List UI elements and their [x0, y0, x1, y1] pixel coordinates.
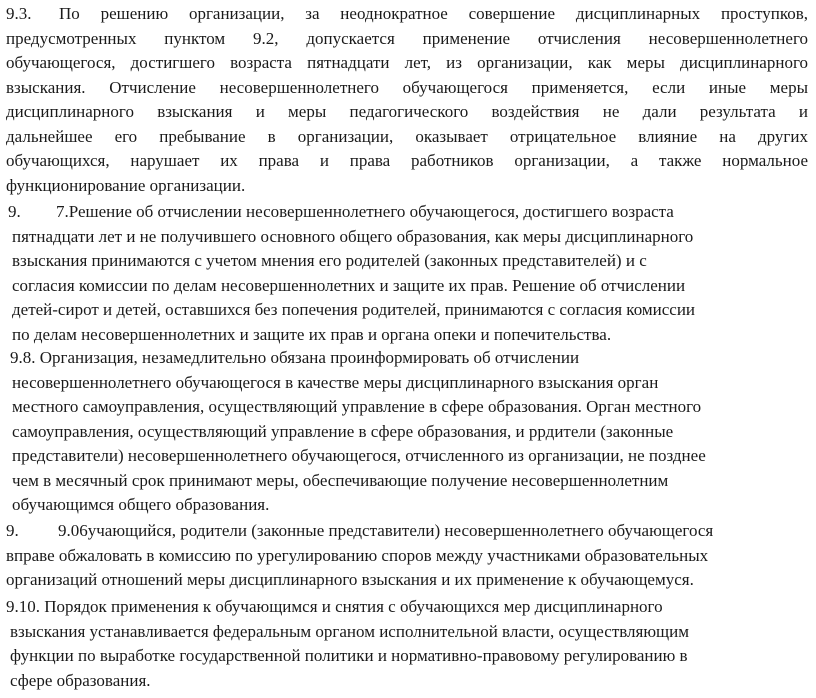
text-line: представители) несовершеннолетнего обучающегося, отчисленного из организации, не позднее [12, 446, 706, 465]
text-line: несовершеннолетнего обучающегося в качестве меры дисциплинарного взыскания орган [12, 372, 659, 392]
text-line: самоуправления, осуществляющий управление в сфере образования, и ррдители (законные [12, 421, 674, 441]
paragraph-9-7 [6, 200, 796, 347]
text-line: предусмотренных пунктом 9.2, допускается применение отчисления несовершеннолетнего [6, 28, 808, 48]
text-line: 9.8. Организация, незамедлительно обязана проинформировать об отчислении [10, 348, 580, 367]
text-line-content: 7.Решение об отчислении несовершеннолетнего обучающегося, достигшего возраста [56, 202, 674, 221]
text-line: взыскания. Отчисление несовершеннолетнего обучающегося применяется, если иные меры [6, 77, 808, 97]
text-line [6, 519, 808, 544]
paragraph-number: 9.3. [6, 4, 32, 23]
text-line: функции по выработке государственной политики и нормативно-правовому регулированию в [10, 646, 688, 665]
text-line: дальнейшее его пребывание в организации, оказывает отрицательное влияние на других [6, 126, 808, 146]
text-line: согласия комиссии по делам несовершеннолетних и защите их прав. Решение об отчислении [12, 275, 686, 295]
text-line: 9.10. Порядок применения к обучающимся и снятия с обучающихся мер дисциплинарного [6, 597, 663, 616]
text-line [6, 2, 808, 27]
text-line: организаций отношений меры дисциплинарного взыскания и их применение к обучающемуся. [6, 570, 694, 589]
paragraph-number: 9. [8, 202, 21, 221]
text-line: обучающихся, нарушает их права и права работников организации, а также нормальное [6, 151, 808, 170]
text-line: детей-сирот и детей, оставшихся без попечения родителей, принимаются с согласия комиссии [12, 300, 696, 319]
text-line: взыскания устанавливается федеральным органом исполнительной власти, осуществляющим [10, 621, 689, 641]
paragraph-9-9 [6, 519, 808, 593]
paragraph-number: 9. [6, 521, 19, 540]
paragraph-9-8 [10, 346, 800, 518]
text-line [6, 200, 796, 225]
text-line: дисциплинарного взыскания и меры педагогического воздействия не дали результата и [6, 102, 808, 121]
paragraph-9-10 [6, 595, 796, 693]
text-line-content: По решению организации, за неоднократное совершение дисциплинарных проступков, [59, 4, 808, 23]
text-line: обучающимся общего образования. [12, 495, 270, 514]
text-line: обучающегося, достигшего возраста пятнадцати лет, из организации, как меры дисциплинарного [6, 53, 808, 72]
text-line-content: 9.06учающийся, родители (законные представители) несовершеннолетнего обучающегося [58, 521, 714, 540]
text-line: функционирование организации. [6, 175, 246, 195]
paragraph-9-3 [6, 2, 808, 198]
text-line: по делам несовершеннолетних и защите их прав и органа опеки и попечительства. [12, 324, 612, 344]
text-line: взыскания принимаются с учетом мнения его родителей (законных представителей) и с [12, 251, 647, 270]
text-line: вправе обжаловать в комиссию по урегулированию споров между участниками образовательных [6, 545, 709, 565]
text-line: сфере образования. [10, 670, 151, 690]
text-line: местного самоуправления, осуществляющий управление в сфере образования. Орган местного [12, 397, 702, 416]
text-line: пятнадцати лет и не получившего основного общего образования, как меры дисциплинарного [12, 226, 694, 246]
text-line: чем в месячный срок принимают меры, обеспечивающие получение несовершеннолетним [12, 470, 669, 490]
